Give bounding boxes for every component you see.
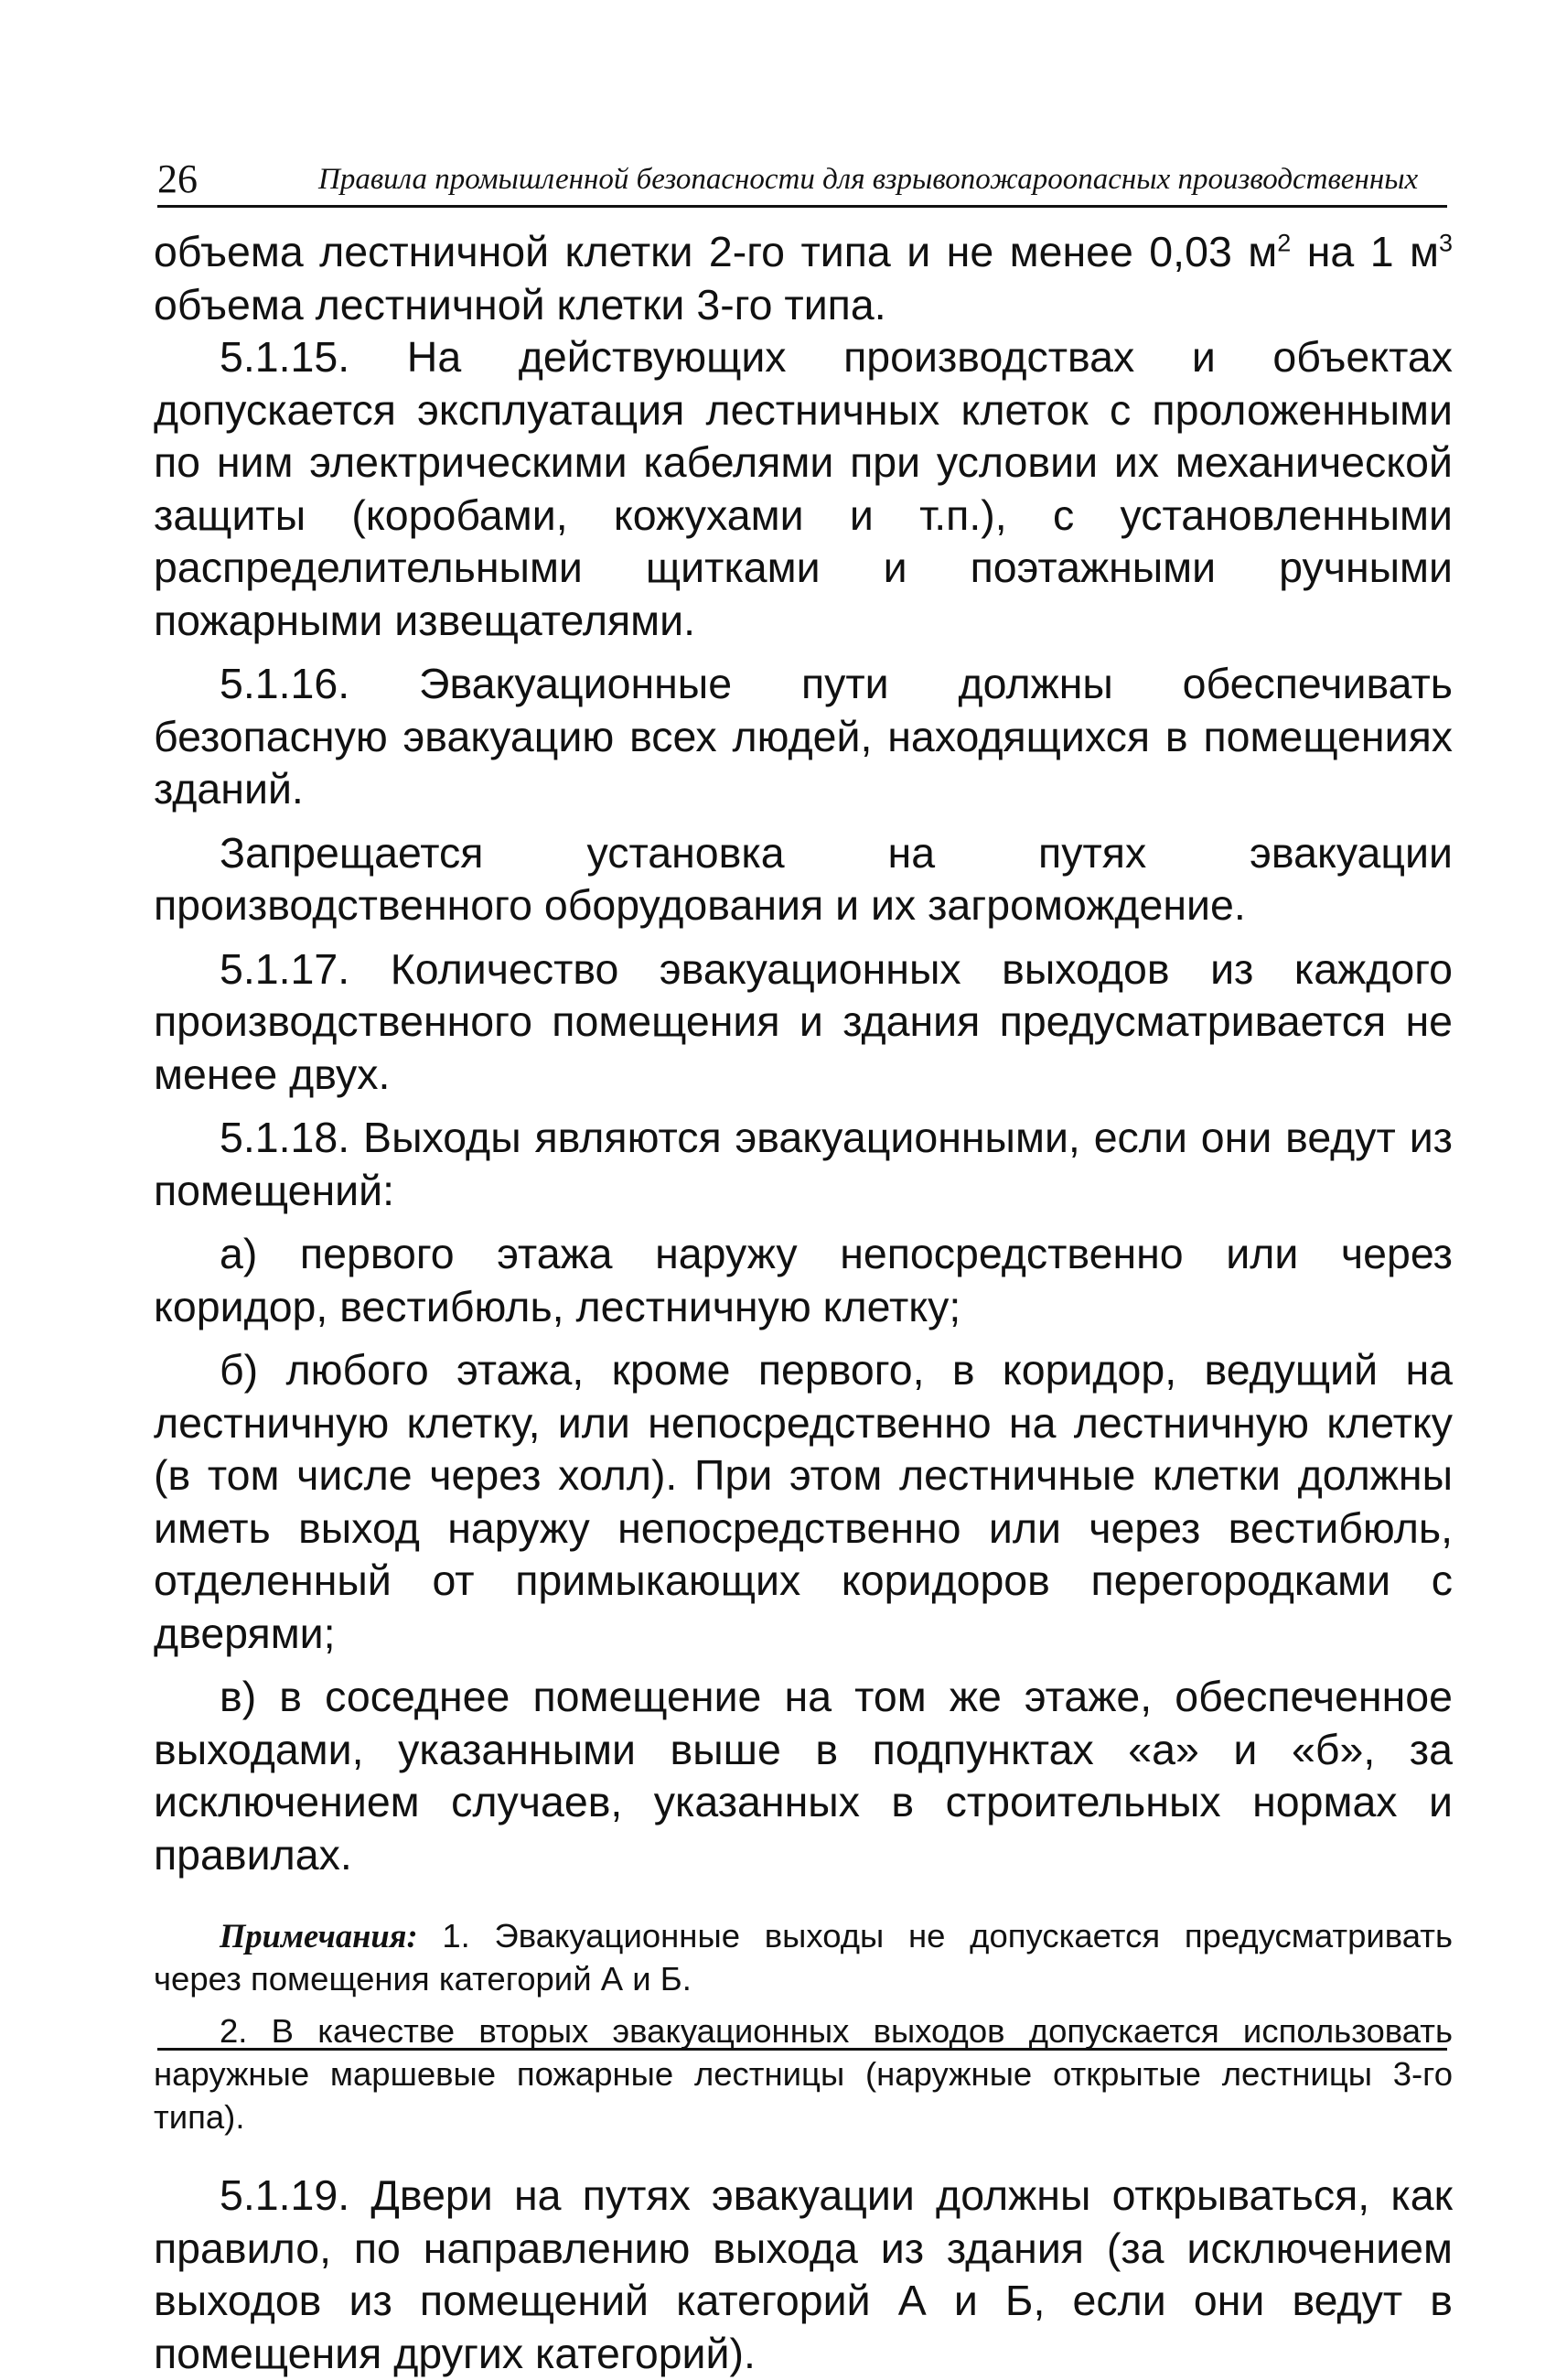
notes-block <box>154 1914 1453 2138</box>
paragraph-5-1-15: 5.1.15. На действующих производствах и объектах допускается эксплуатация лестничных клеток с проложенными по ним электрическими кабелями при условии их механической защиты (коробами, кожухами и т.п.), с установленными распределительными щитками и поэтажными ручными пожарными извещателями. <box>154 333 1453 644</box>
paragraph-text: на 1 м <box>1291 228 1439 275</box>
list-item-v: в) в соседнее помещение на том же этаже, обеспеченное выходами, указанными выше в подпунктах «а» и «б», за исключением случаев, указанных в строительных нормах и правилах. <box>154 1673 1453 1879</box>
note-1 <box>154 1914 1453 2000</box>
paragraph-continuation <box>154 226 1453 331</box>
body-text <box>154 226 1453 2380</box>
paragraph-5-1-17: 5.1.17. Количество эвакуационных выходов из каждого производственного помещения и здания предусматривается не менее двух. <box>154 944 1453 1098</box>
note-2: 2. В качестве вторых эвакуационных выходов допускается использовать наружные маршевые пожарные лестницы (наружные открытые лестницы 3-го типа). <box>154 2012 1453 2136</box>
paragraph-prohibition: Запрещается установка на путях эвакуации производственного оборудования и их загромождение. <box>154 828 1453 929</box>
paragraph-5-1-16: 5.1.16. Эвакуационные пути должны обеспечивать безопасную эвакуацию всех людей, находящихся в помещениях зданий. <box>154 660 1453 813</box>
notes-label: Примечания: <box>220 1917 418 1955</box>
paragraph-text: объема лестничной клетки 3-го типа. <box>154 280 886 328</box>
superscript: 2 <box>1277 229 1292 257</box>
list-item-a: а) первого этажа наружу непосредственно или через коридор, вестибюль, лестничную клетку; <box>154 1230 1453 1330</box>
page-number: 26 <box>157 156 198 201</box>
superscript: 3 <box>1438 229 1453 257</box>
list-item-b: б) любого этажа, кроме первого, в коридор, ведущий на лестничную клетку, или непосредственно на лестничную клетку (в том числе через холл). При этом лестничные клетки должны иметь выход наружу непосредственно или через вестибюль, отделенный от примыкающих коридоров перегородками с дверями; <box>154 1346 1453 1657</box>
note-text: 1. Эвакуационные выходы не допускается предусматривать через помещения категорий А и Б. <box>154 1917 1453 1998</box>
running-title: Правила промышленной безопасности для взрывопожароопасных производственных <box>318 163 1419 196</box>
paragraph-5-1-19: 5.1.19. Двери на путях эвакуации должны открываться, как правило, по направлению выхода из здания (за исключением выходов из помещений категорий А и Б, если они ведут в помещения других категорий). <box>154 2171 1453 2377</box>
paragraph-5-1-18: 5.1.18. Выходы являются эвакуационными, если они ведут из помещений: <box>154 1114 1453 1214</box>
paragraph-text: объема лестничной клетки 2-го типа и не менее 0,03 м <box>154 228 1278 275</box>
bottom-divider <box>157 2048 1447 2051</box>
page-header <box>157 154 1447 208</box>
